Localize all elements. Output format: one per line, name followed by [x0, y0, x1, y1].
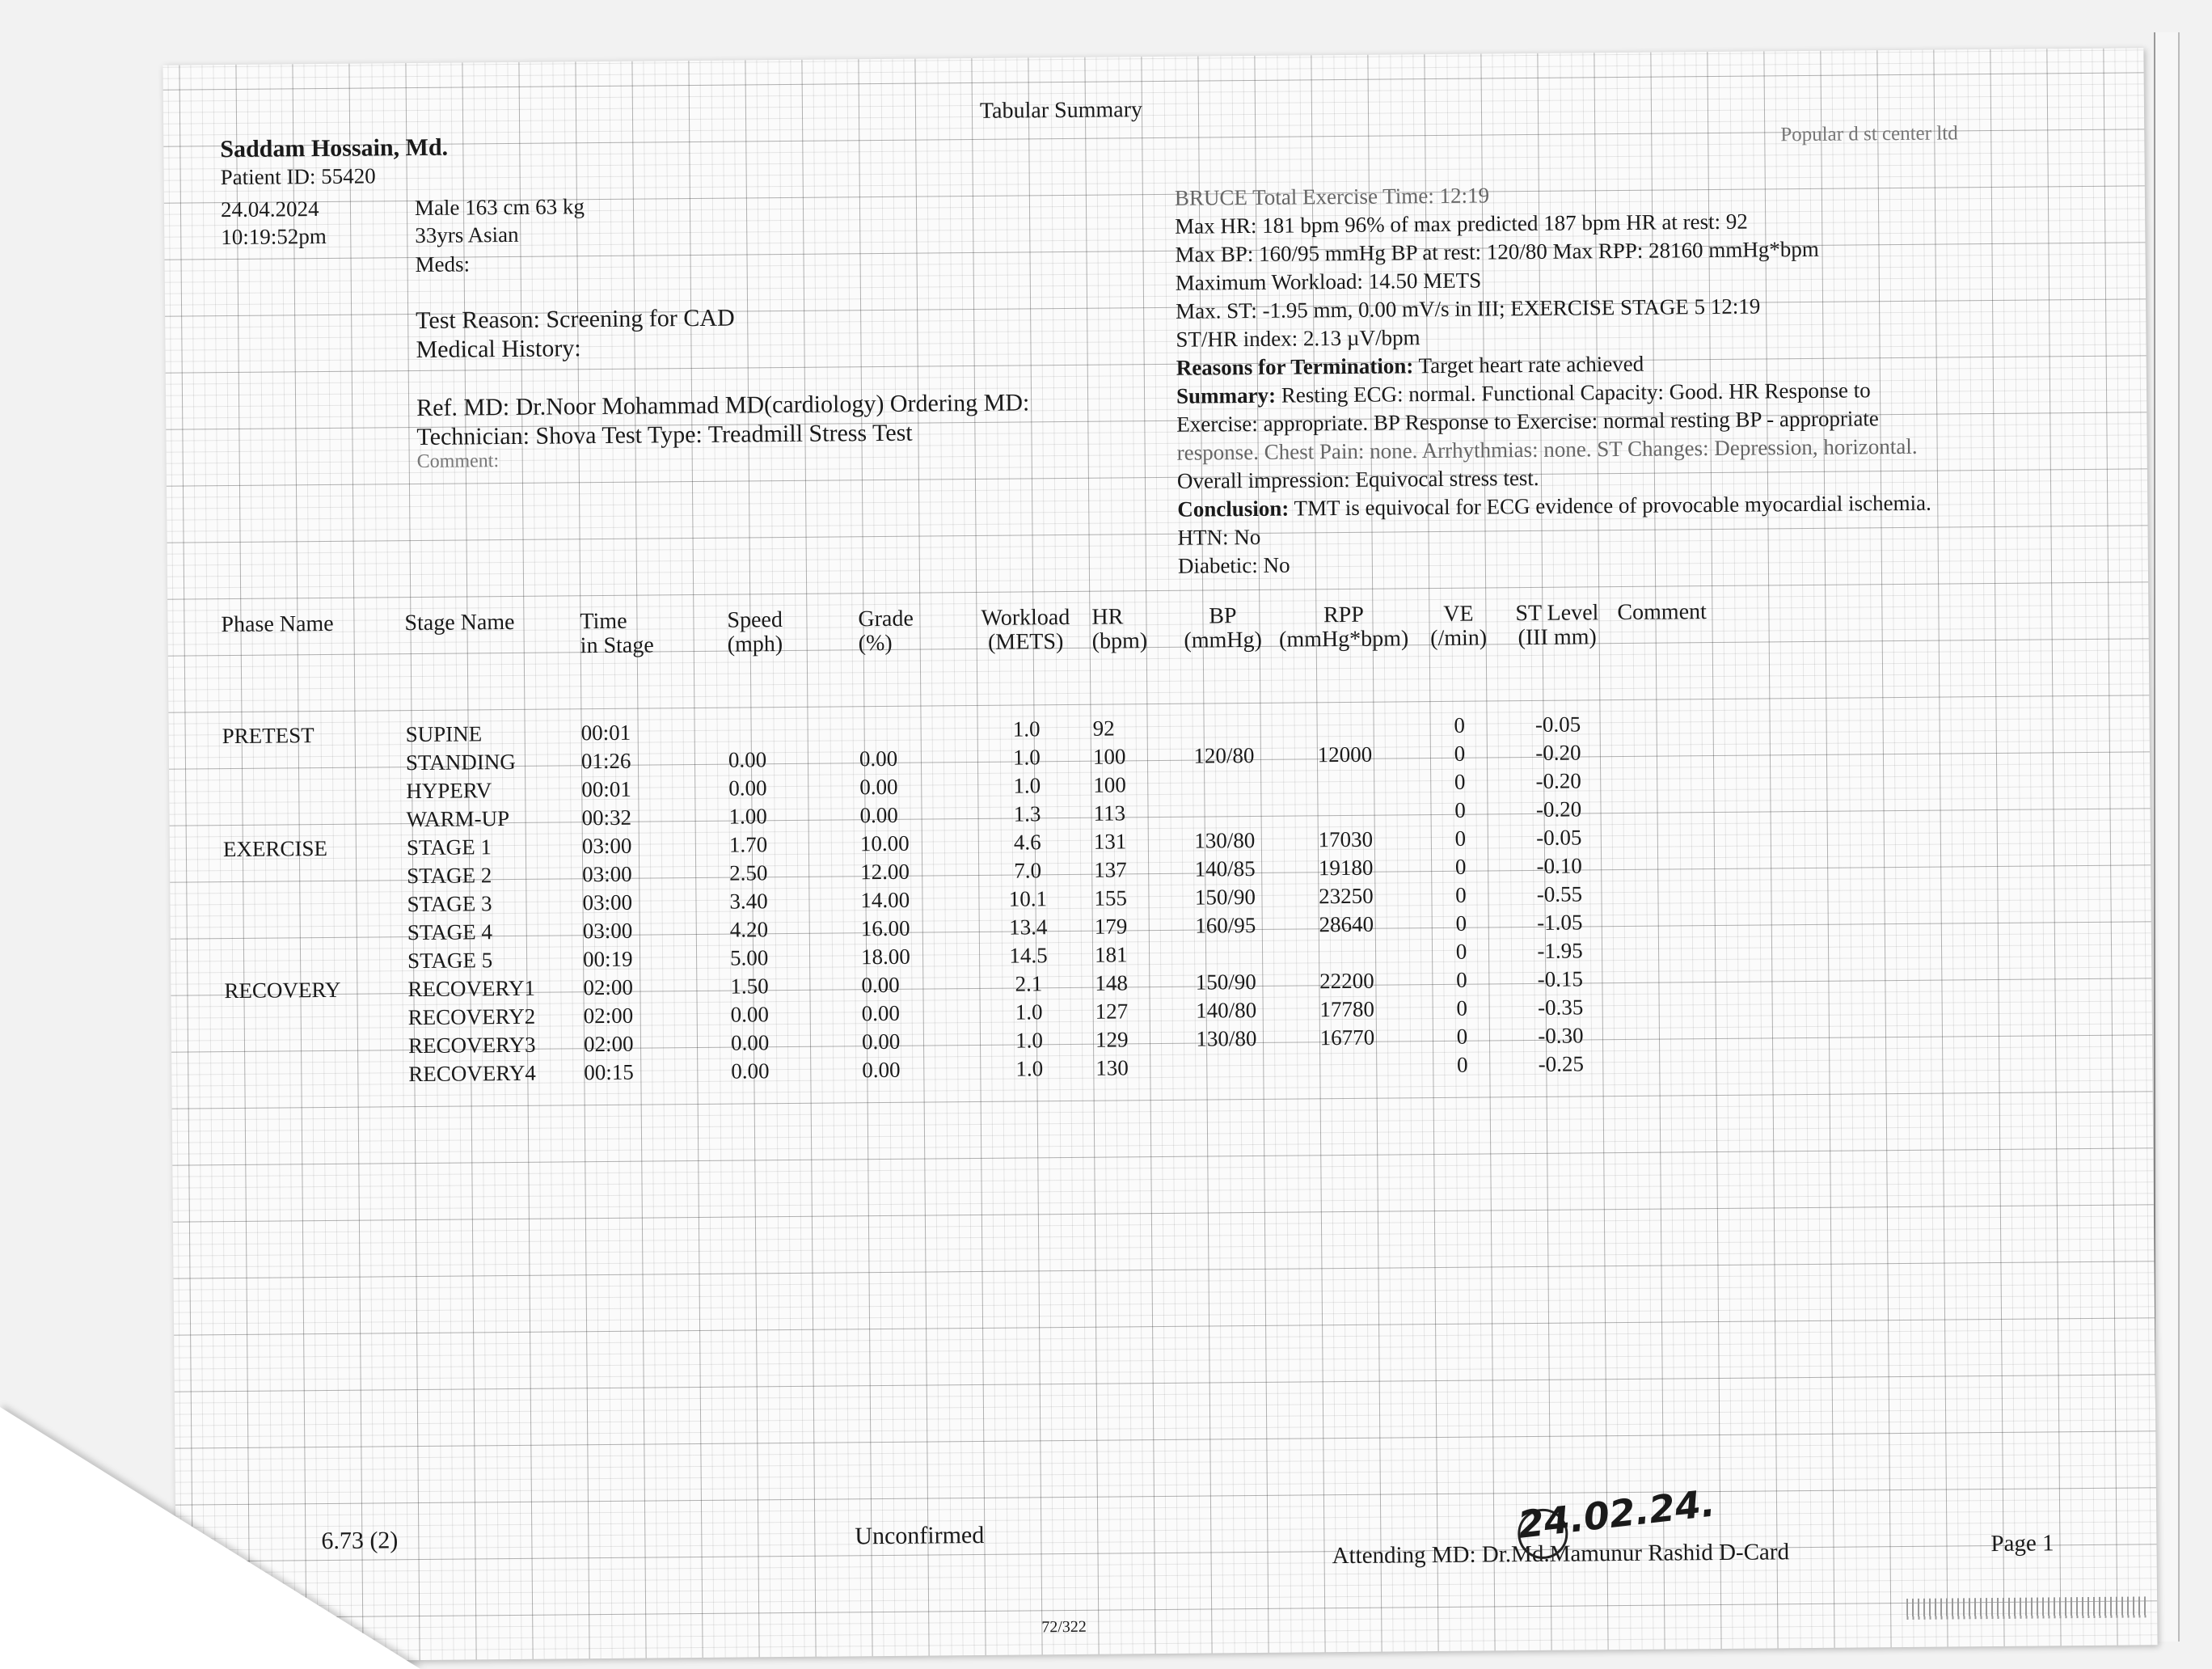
cell-phase — [220, 1004, 403, 1033]
cell-rpp — [1273, 768, 1416, 798]
cell-phase — [217, 777, 401, 807]
cell-workload: 1.3 — [1013, 801, 1041, 826]
cell-speed: 0.00 — [730, 1030, 770, 1055]
test-time: 10:19:52pm — [221, 223, 327, 250]
cell-ve: 0 — [1454, 797, 1466, 822]
cell-rpp: 23250 — [1319, 883, 1374, 909]
cell-speed: 2.50 — [729, 860, 768, 885]
cell-workload: 7.0 — [1014, 858, 1042, 883]
cell-grade: 0.00 — [859, 774, 898, 800]
cell-comment — [1615, 878, 1786, 908]
cell-stage: STAGE 3 — [407, 891, 492, 917]
cell-workload: 2.1 — [1015, 971, 1043, 996]
cell-grade — [854, 716, 965, 745]
cell-comment — [1616, 1048, 1788, 1078]
cell-speed: 0.00 — [731, 1058, 770, 1084]
cell-st: -0.30 — [1538, 1023, 1584, 1048]
technician-test-type: Technician: Shova Test Type: Treadmill Stress Test — [416, 419, 913, 451]
cell-stage: WARM-UP — [406, 806, 510, 832]
cell-bp: 130/80 — [1194, 827, 1256, 853]
cell-ve: 0 — [1456, 1052, 1468, 1077]
cell-phase — [219, 919, 403, 949]
cell-time: 00:01 — [580, 720, 631, 746]
cell-ve: 0 — [1455, 967, 1467, 992]
summary-text: Resting ECG: normal. Functional Capacity: Good. HR Response to — [1275, 378, 1871, 408]
cell-workload: 4.6 — [1013, 830, 1041, 855]
cell-phase — [218, 862, 402, 892]
patient-name: Saddam Hossain, Md. — [220, 133, 449, 163]
cell-st: -0.20 — [1535, 768, 1581, 793]
page-label: Page 1 — [1990, 1530, 2054, 1557]
cell-st: -0.20 — [1535, 796, 1582, 822]
cell-time: 00:01 — [581, 776, 631, 802]
cell-ve: 0 — [1455, 939, 1467, 964]
cell-bp — [1177, 1053, 1276, 1082]
cell-rpp — [1273, 712, 1416, 742]
cell-time: 00:32 — [581, 805, 632, 830]
cell-rpp — [1276, 1051, 1419, 1081]
cell-rpp: 12000 — [1317, 742, 1373, 767]
cell-workload: 1.0 — [1015, 999, 1043, 1025]
cell-stage: STAGE 5 — [407, 948, 493, 974]
table-header-row — [216, 599, 1784, 694]
cell-workload: 1.0 — [1013, 773, 1041, 798]
summary-line: Exercise: appropriate. BP Response to Exercise: normal resting BP - appropriate — [1176, 406, 1879, 437]
cell-grade: 12.00 — [860, 859, 910, 885]
cell-comment — [1615, 822, 1786, 851]
cell-speed: 0.00 — [728, 747, 767, 772]
patient-id: Patient ID: 55420 — [220, 163, 376, 190]
unconfirmed-label: Unconfirmed — [855, 1521, 985, 1550]
stage-table — [216, 599, 1788, 1090]
summary-line: Overall impression: Equivocal stress test. — [1176, 465, 1539, 493]
cell-phase — [220, 1032, 403, 1062]
cell-st: -0.05 — [1534, 712, 1581, 737]
cell-stage: RECOVERY1 — [407, 975, 536, 1002]
cell-grade: 0.00 — [861, 1000, 901, 1026]
cell-stage: HYPERV — [406, 778, 492, 804]
medical-history: Medical History: — [416, 335, 581, 364]
cell-workload: 1.0 — [1012, 716, 1041, 742]
cell-phase: RECOVERY — [224, 977, 341, 1004]
cell-hr: 137 — [1094, 857, 1127, 882]
cell-grade: 10.00 — [859, 830, 910, 856]
cell-ve: 0 — [1455, 882, 1467, 907]
summary-label: Summary: — [1176, 382, 1277, 408]
cell-time: 02:00 — [583, 974, 634, 1000]
cell-rpp — [1275, 938, 1418, 968]
cell-bp: 160/95 — [1195, 912, 1256, 938]
cell-st: -0.25 — [1538, 1051, 1585, 1076]
age-ethnicity: 33yrs Asian — [415, 222, 519, 248]
cell-comment — [1615, 935, 1787, 965]
cell-bp — [1175, 770, 1273, 799]
cell-grade: 16.00 — [860, 915, 910, 941]
workload-line: Maximum Workload: 14.50 METS — [1175, 268, 1482, 295]
cell-st: -1.95 — [1537, 938, 1583, 963]
sex-height-weight: Male 163 cm 63 kg — [414, 194, 585, 221]
exercise-summary — [1175, 178, 1932, 581]
cell-bp: 130/80 — [1196, 1025, 1257, 1051]
cell-workload: 13.4 — [1009, 915, 1048, 940]
test-reason: Test Reason: Screening for CAD — [416, 304, 735, 335]
comment-label: Comment: — [416, 450, 500, 473]
cell-comment — [1615, 963, 1787, 993]
cell-hr: 155 — [1094, 885, 1128, 911]
max-hr-line: Max HR: 181 bpm 96% of max predicted 187 bpm HR at rest: 92 — [1175, 209, 1748, 239]
cell-st: -1.05 — [1536, 910, 1583, 935]
cell-rpp: 16770 — [1319, 1025, 1375, 1050]
cell-speed: 5.00 — [729, 945, 769, 970]
cell-ve: 0 — [1455, 911, 1467, 936]
header-bp: BP (mmHg) — [1184, 603, 1263, 653]
cell-rpp: 22200 — [1319, 968, 1374, 994]
cell-st: -0.15 — [1537, 966, 1584, 991]
cell-stage: RECOVERY3 — [407, 1032, 536, 1058]
report-title: Tabular Summary — [979, 97, 1143, 124]
termination-label: Reasons for Termination: — [1176, 353, 1414, 380]
cell-bp: 120/80 — [1193, 742, 1255, 768]
clinic-name: Popular d st center ltd — [1780, 122, 1958, 146]
cell-phase: PRETEST — [222, 723, 314, 749]
barcode-strip — [1906, 1596, 2149, 1620]
cell-phase — [219, 947, 403, 977]
attending-md: Attending MD: Dr.Md.Mamunur Rashid D-Card — [1332, 1539, 1790, 1570]
header-phase: Phase Name — [221, 611, 334, 638]
cell-st: -0.20 — [1535, 740, 1581, 765]
cell-stage: STANDING — [405, 749, 516, 775]
header-ve: VE (/min) — [1430, 601, 1488, 652]
cell-bp: 150/90 — [1194, 884, 1256, 910]
cell-stage: SUPINE — [405, 721, 483, 747]
protocol-line: BRUCE Total Exercise Time: 12:19 — [1174, 183, 1490, 210]
cell-ve: 0 — [1454, 712, 1465, 737]
cell-grade: 18.00 — [860, 944, 910, 970]
cell-st: -0.05 — [1536, 825, 1582, 850]
signature-date: 24.02.24. — [1515, 1481, 1717, 1547]
cell-speed — [723, 716, 854, 746]
cell-speed: 3.40 — [729, 889, 768, 914]
folded-page-corner — [0, 1407, 420, 1669]
cell-time: 03:00 — [581, 833, 632, 859]
cell-rpp: 19180 — [1318, 855, 1374, 881]
cell-time: 03:00 — [582, 918, 633, 944]
cell-ve: 0 — [1454, 854, 1467, 879]
cell-hr: 179 — [1094, 914, 1128, 939]
cell-ve: 0 — [1454, 741, 1466, 766]
cell-bp — [1175, 798, 1273, 827]
cell-speed: 1.70 — [728, 832, 768, 857]
cell-stage: STAGE 4 — [407, 919, 493, 945]
cell-speed: 0.00 — [730, 1002, 770, 1027]
cell-st: -0.55 — [1536, 881, 1583, 906]
header-time: Time in Stage — [580, 608, 654, 659]
htn-line: HTN: No — [1177, 524, 1261, 550]
header-workload: Workload (METS) — [981, 604, 1070, 655]
st-hr-index-line: ST/HR index: 2.13 µV/bpm — [1176, 325, 1420, 352]
cell-hr: 92 — [1092, 716, 1115, 741]
cell-rpp: 28640 — [1319, 911, 1374, 937]
paper-stack-edge — [2154, 32, 2180, 1642]
cell-hr: 100 — [1092, 744, 1126, 769]
header-grade: Grade (%) — [858, 606, 914, 657]
header-comment: Comment — [1617, 599, 1707, 626]
cell-st: -0.35 — [1537, 995, 1584, 1020]
cell-hr: 131 — [1093, 829, 1127, 854]
cell-workload: 1.0 — [1015, 1056, 1044, 1081]
cell-time: 00:19 — [582, 946, 633, 972]
cell-hr: 130 — [1095, 1055, 1129, 1080]
cell-ve: 0 — [1456, 1024, 1468, 1049]
cell-hr: 127 — [1095, 999, 1129, 1024]
cell-comment — [1614, 765, 1785, 795]
termination-value: Target heart rate achieved — [1413, 351, 1644, 378]
cell-bp — [1174, 713, 1273, 742]
cell-grade: 14.00 — [860, 887, 910, 913]
software-version: 6.73 (2) — [321, 1527, 399, 1555]
cell-rpp — [1273, 796, 1416, 826]
cell-bp: 140/80 — [1196, 997, 1257, 1023]
cell-bp: 140/85 — [1194, 856, 1256, 881]
cell-stage: RECOVERY4 — [408, 1060, 536, 1087]
cell-hr: 113 — [1093, 801, 1126, 826]
conclusion-value: TMT is equivocal for ECG evidence of provocable myocardial ischemia. — [1289, 490, 1931, 521]
cell-grade: 0.00 — [861, 1029, 901, 1054]
cell-workload: 1.0 — [1015, 1028, 1043, 1053]
header-st-level: ST Level (III mm) — [1515, 600, 1599, 651]
cell-ve: 0 — [1454, 769, 1466, 794]
cell-stage: STAGE 1 — [406, 834, 492, 860]
conclusion-label: Conclusion: — [1177, 496, 1290, 522]
cell-ve: 0 — [1456, 995, 1468, 1020]
header-speed: Speed (mph) — [727, 607, 783, 657]
cell-phase — [217, 805, 401, 835]
header-rpp: RPP (mmHg*bpm) — [1278, 602, 1409, 653]
cell-comment — [1613, 708, 1784, 738]
cell-speed: 4.20 — [729, 917, 769, 942]
cell-phase — [220, 1060, 403, 1090]
cell-grade: 0.00 — [862, 1057, 901, 1083]
cell-hr: 129 — [1095, 1027, 1129, 1052]
cell-grade: 0.00 — [859, 802, 898, 828]
meds-label: Meds: — [415, 251, 471, 277]
cell-hr: 181 — [1094, 942, 1128, 967]
cell-stage: RECOVERY2 — [407, 1004, 536, 1030]
cell-rpp: 17030 — [1318, 826, 1374, 852]
cell-speed: 0.00 — [728, 775, 767, 801]
cell-workload: 14.5 — [1009, 943, 1048, 968]
cell-comment — [1616, 1020, 1788, 1050]
cell-comment — [1615, 850, 1786, 880]
header-stage: Stage Name — [404, 609, 515, 636]
referring-md: Ref. MD: Dr.Noor Mohammad MD(cardiology) Ordering MD: — [416, 389, 1030, 422]
cell-comment — [1616, 991, 1788, 1021]
diabetic-line: Diabetic: No — [1177, 552, 1290, 578]
summary-line: response. Chest Pain: none. Arrhythmias: none. ST Changes: Depression, horizontal. — [1176, 433, 1918, 465]
cell-workload: 1.0 — [1012, 745, 1041, 770]
cell-speed: 1.00 — [728, 804, 767, 829]
cell-time: 02:00 — [583, 1003, 634, 1029]
test-date: 24.04.2024 — [220, 196, 319, 222]
cell-comment — [1614, 737, 1785, 767]
report-sheet — [163, 48, 2157, 1662]
cell-speed: 1.50 — [730, 974, 769, 999]
cell-time: 02:00 — [583, 1031, 634, 1057]
max-st-line: Max. ST: -1.95 mm, 0.00 mV/s in III; EXERCISE STAGE 5 12:19 — [1175, 294, 1761, 323]
cell-workload: 10.1 — [1008, 886, 1048, 911]
cell-time: 01:26 — [580, 748, 631, 774]
cell-bp — [1176, 940, 1275, 969]
cell-comment — [1614, 793, 1785, 823]
cell-bp: 150/90 — [1195, 969, 1257, 995]
cell-time: 03:00 — [582, 861, 632, 887]
cell-comment — [1615, 906, 1787, 936]
cell-time: 00:15 — [584, 1059, 634, 1085]
header-hr: HR (bpm) — [1091, 604, 1148, 654]
page-number: 72/322 — [1041, 1617, 1087, 1637]
cell-grade: 0.00 — [861, 972, 900, 998]
cell-phase: EXERCISE — [222, 835, 328, 862]
cell-phase — [217, 749, 401, 779]
cell-hr: 100 — [1093, 772, 1126, 797]
cell-grade: 0.00 — [859, 746, 898, 771]
cell-stage: STAGE 2 — [407, 863, 492, 889]
cell-phase — [218, 890, 402, 920]
cell-hr: 148 — [1095, 970, 1129, 995]
cell-time: 03:00 — [582, 889, 633, 915]
cell-ve: 0 — [1454, 826, 1467, 851]
cell-st: -0.10 — [1536, 853, 1582, 878]
max-bp-line: Max BP: 160/95 mmHg BP at rest: 120/80 Max RPP: 28160 mmHg*bpm — [1175, 236, 1819, 267]
cell-rpp: 17780 — [1319, 996, 1375, 1022]
